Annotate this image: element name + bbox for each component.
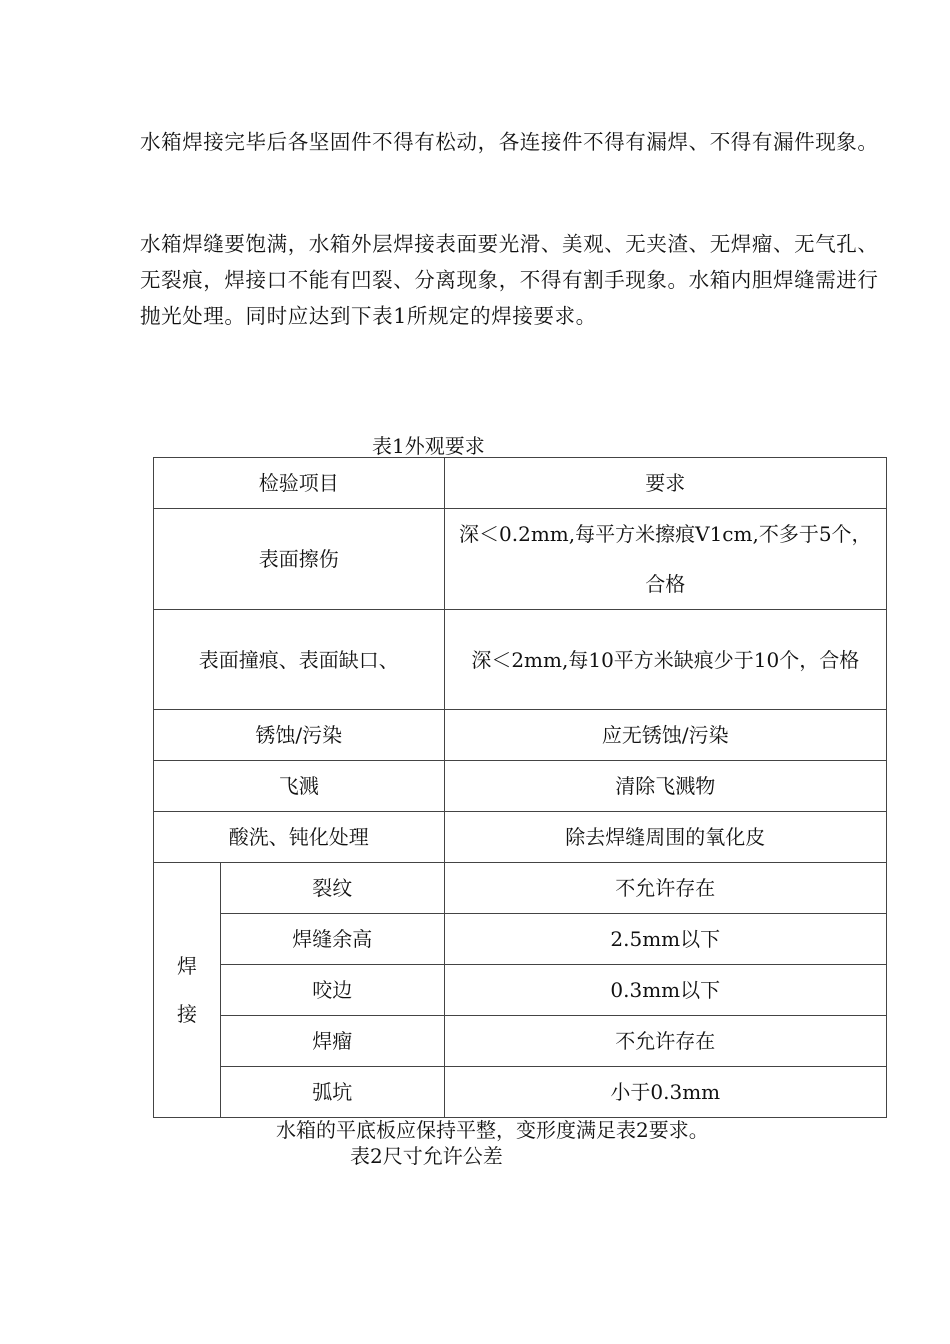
table-row (154, 812, 887, 863)
group-label-char: 接 (176, 1002, 197, 1026)
table-row (154, 610, 887, 710)
header-requirement: 要求 (444, 458, 886, 509)
row-requirement: 0.3mm以下 (444, 965, 886, 1016)
header-item: 检验项目 (154, 458, 445, 509)
row-requirement: 不允许存在 (444, 1016, 886, 1067)
table-row (154, 761, 887, 812)
table-row (154, 509, 887, 610)
row-item: 飞溅 (154, 761, 445, 812)
row-requirement: 清除飞溅物 (444, 761, 886, 812)
table2-caption: 表2尺寸允许公差 (350, 1144, 503, 1168)
row-item: 弧坑 (220, 1067, 444, 1118)
welding-group-label (154, 863, 221, 1118)
table-row (154, 1016, 887, 1067)
row-item: 表面撞痕、表面缺口、 (154, 610, 445, 710)
row-requirement: 小于0.3mm (444, 1067, 886, 1118)
row-requirement: 深＜2mm,每10平方米缺痕少于10个，合格 (444, 610, 886, 710)
table-row (154, 1067, 887, 1118)
flatness-paragraph: 水箱的平底板应保持平整，变形度满足表2要求。 (276, 1118, 709, 1142)
row-requirement: 2.5mm以下 (444, 914, 886, 965)
row-item: 表面擦伤 (154, 509, 445, 610)
row-item: 锈蚀/污染 (154, 710, 445, 761)
row-requirement: 不允许存在 (444, 863, 886, 914)
row-requirement: 应无锈蚀/污染 (444, 710, 886, 761)
row-item: 酸洗、钝化处理 (154, 812, 445, 863)
appearance-requirements-table (153, 457, 887, 1118)
row-item: 咬边 (220, 965, 444, 1016)
row-item: 裂纹 (220, 863, 444, 914)
table-row (154, 863, 887, 914)
row-item: 焊瘤 (220, 1016, 444, 1067)
row-item: 焊缝余高 (220, 914, 444, 965)
row-requirement: 深＜0.2mm,每平方米擦痕V1cm,不多于5个，合格 (444, 509, 886, 610)
table-header-row (154, 458, 887, 509)
paragraph-fasteners: 水箱焊接完毕后各坚固件不得有松动，各连接件不得有漏焊、不得有漏件现象。 (140, 130, 879, 154)
group-label-char: 焊 (176, 954, 197, 978)
table-row (154, 914, 887, 965)
paragraph-weld-requirements: 水箱焊缝要饱满，水箱外层焊接表面要光滑、美观、无夹渣、无焊瘤、无气孔、无裂痕，焊接口不能有凹裂、分离现象，不得有割手现象。水箱内胆焊缝需进行抛光处理。同时应达到下表1所规定的焊接要求。 (140, 232, 879, 328)
table-row (154, 710, 887, 761)
table1-caption: 表1外观要求 (372, 434, 485, 458)
table-row (154, 965, 887, 1016)
row-requirement: 除去焊缝周围的氧化皮 (444, 812, 886, 863)
